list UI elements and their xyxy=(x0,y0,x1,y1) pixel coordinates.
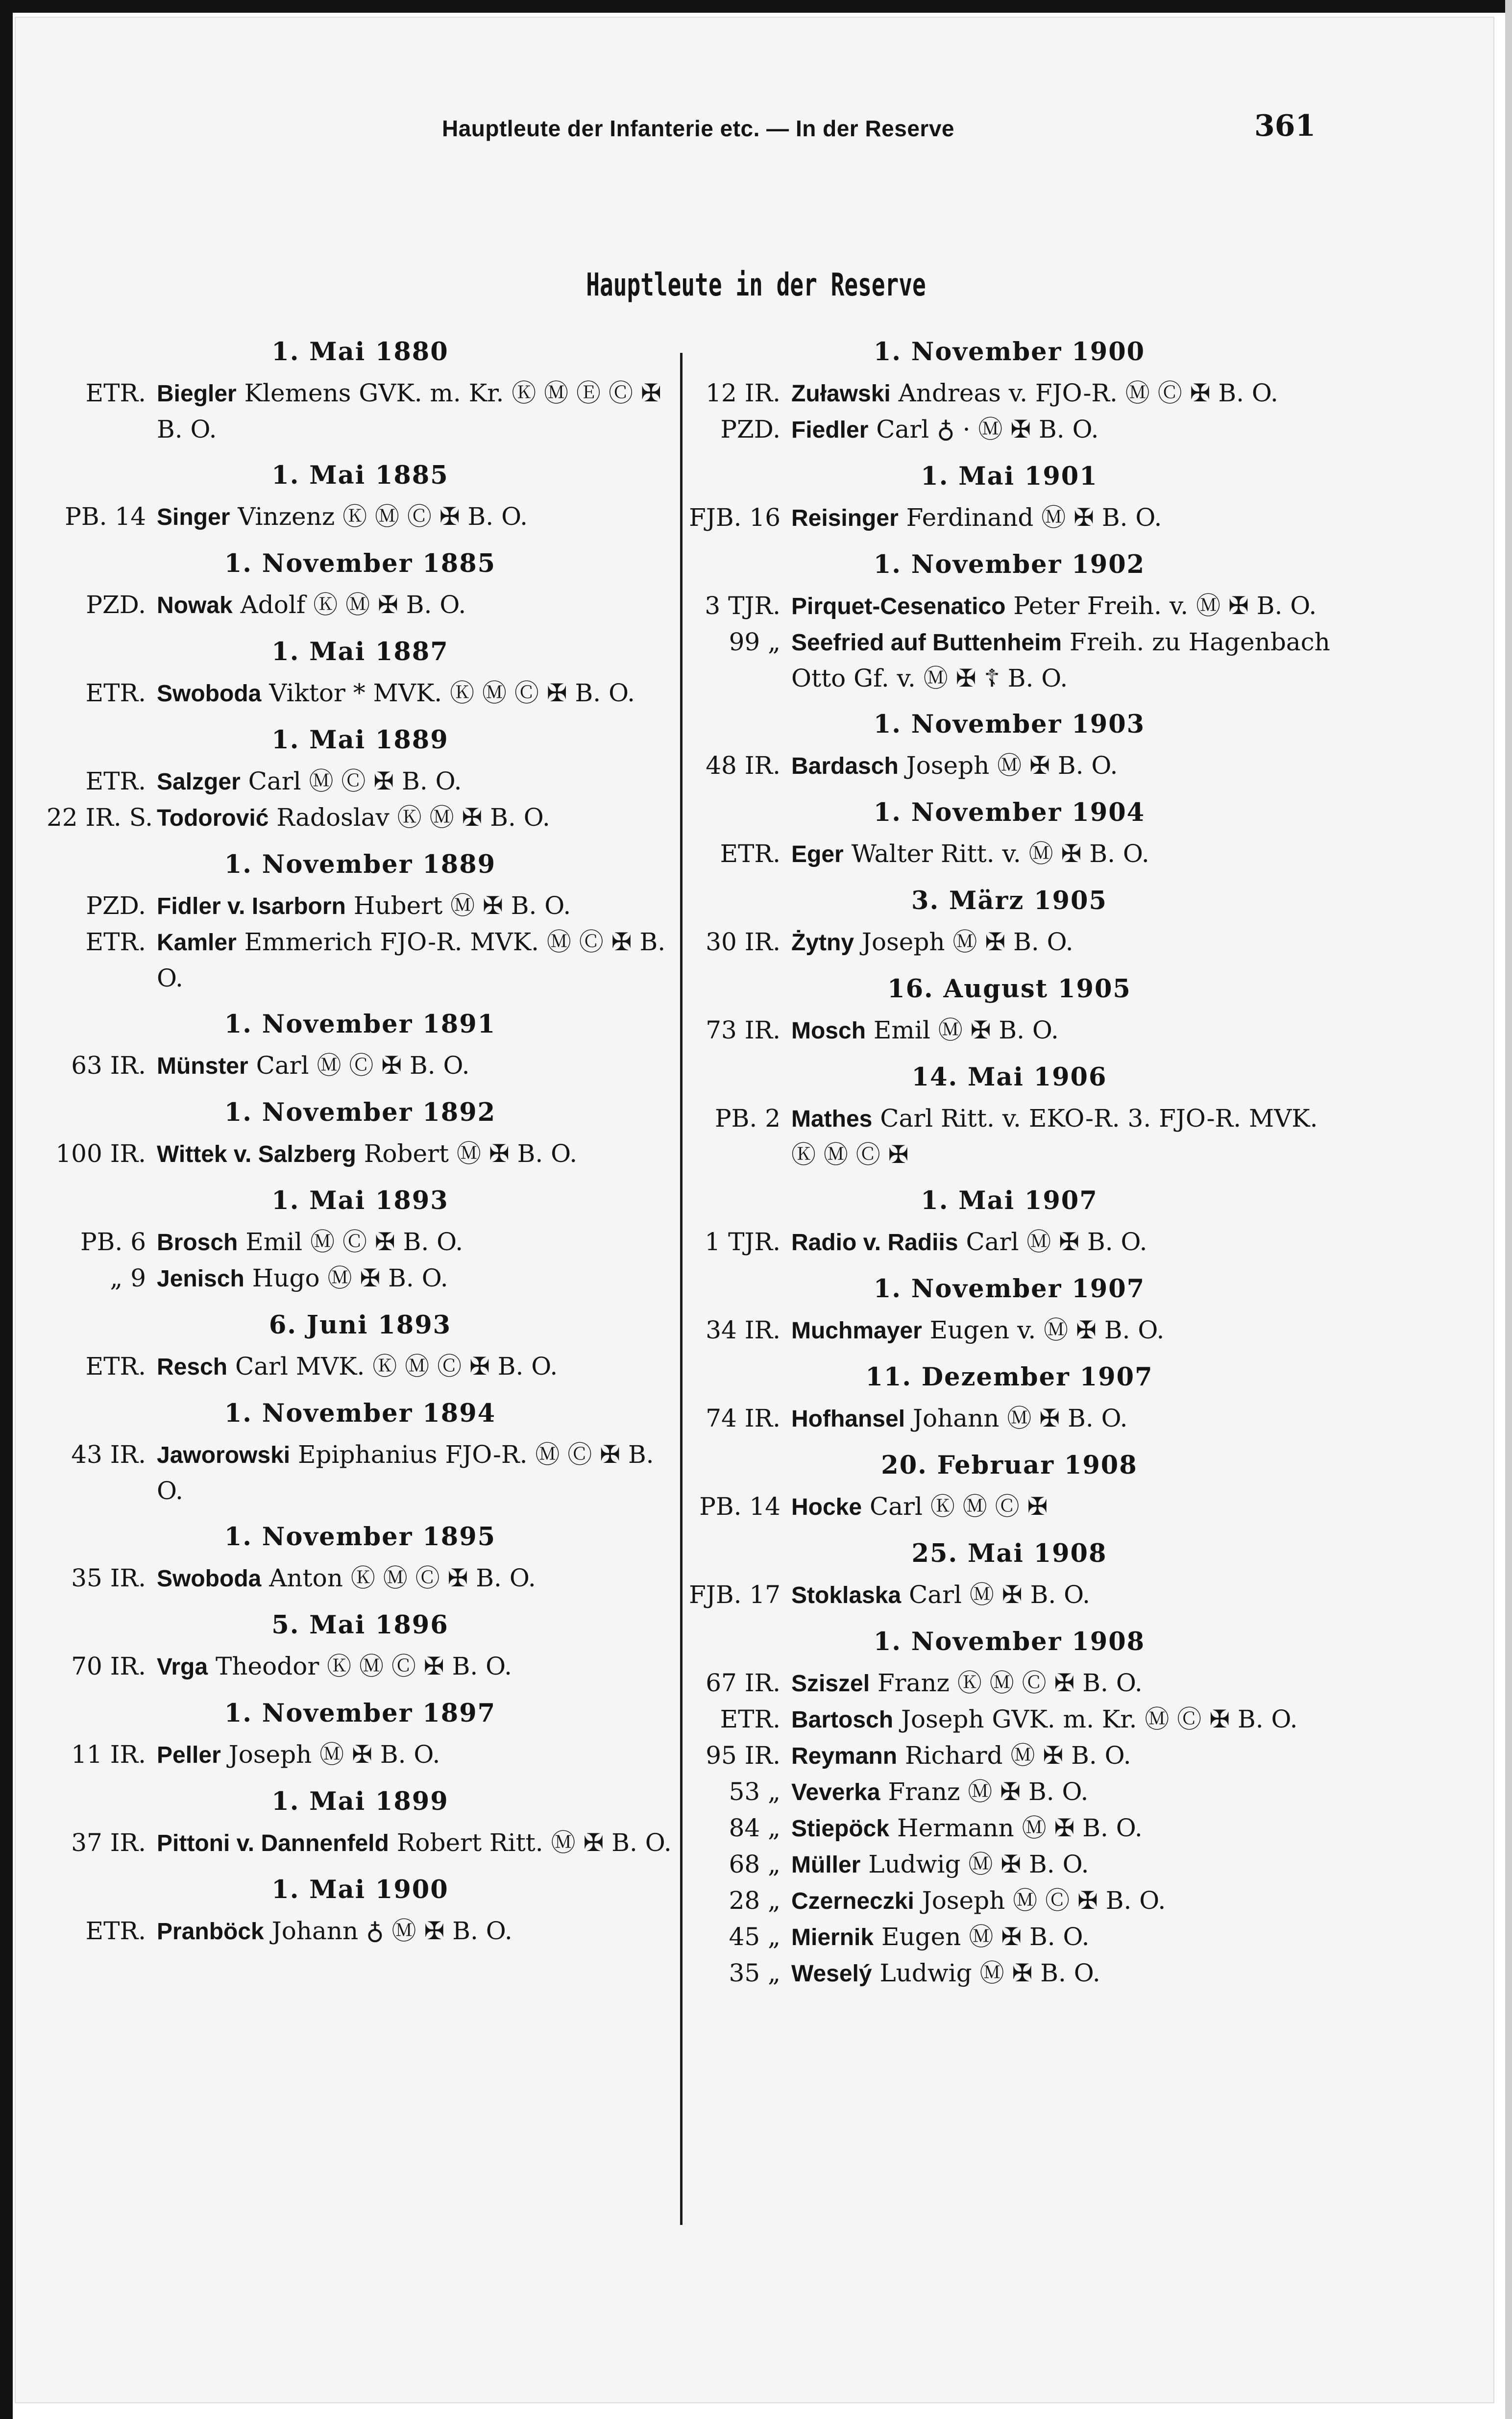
unit-label: PZD. xyxy=(86,891,146,920)
officer-details: Radoslav Ⓚ Ⓜ ✠ B. O. xyxy=(276,803,550,832)
entry-text xyxy=(157,800,674,836)
officer-details: Carl Ritt. v. EKO-R. 3. FJO-R. MVK. Ⓚ Ⓜ Ⓒ ✠ xyxy=(791,1104,1318,1169)
entry-text xyxy=(157,1825,674,1861)
entry-text xyxy=(791,1810,1333,1847)
scan-edge-right xyxy=(1505,0,1512,2419)
officer-entry xyxy=(47,888,674,924)
date-heading: 14. Mai 1906 xyxy=(911,1062,1107,1092)
officer-entry xyxy=(686,1919,1333,1955)
officer-surname: Nowak xyxy=(157,592,233,618)
officer-details: Robert Ⓜ ✠ B. O. xyxy=(364,1139,578,1168)
date-heading: 1. Mai 1885 xyxy=(271,461,449,490)
unit-label: 30 IR. xyxy=(706,928,780,956)
officer-details: Walter Ritt. v. Ⓜ ✠ B. O. xyxy=(851,839,1149,868)
officer-details: Klemens GVK. m. Kr. Ⓚ Ⓜ Ⓔ Ⓒ ✠ B. O. xyxy=(157,379,661,444)
entry-text xyxy=(157,1913,674,1950)
officer-details: Ferdinand Ⓜ ✠ B. O. xyxy=(906,503,1162,532)
unit-label: FJB. 17 xyxy=(689,1580,780,1609)
entry-text xyxy=(791,1919,1333,1955)
officer-surname: Pranböck xyxy=(157,1919,264,1945)
officer-details: Joseph Ⓜ ✠ B. O. xyxy=(228,1740,440,1769)
officer-details: Carl Ⓚ Ⓜ Ⓒ ✠ xyxy=(869,1492,1048,1521)
unit-label: 70 IR. xyxy=(71,1652,146,1680)
officer-entry xyxy=(686,1224,1333,1260)
date-section xyxy=(47,725,674,836)
date-heading: 6. Juni 1893 xyxy=(268,1310,452,1340)
date-section xyxy=(686,974,1333,1049)
entry-text xyxy=(157,1560,674,1597)
officer-details: Robert Ritt. Ⓜ ✠ B. O. xyxy=(396,1828,672,1857)
officer-details: Hugo Ⓜ ✠ B. O. xyxy=(252,1264,448,1292)
unit-label: ETR. xyxy=(85,679,146,707)
officer-entry xyxy=(47,1649,674,1685)
unit-label: 95 IR. xyxy=(706,1741,780,1770)
officer-surname: Sziszel xyxy=(791,1671,870,1697)
left-column xyxy=(47,323,674,1957)
officer-details: Adolf Ⓚ Ⓜ ✠ B. O. xyxy=(240,591,466,619)
unit-label: 53 „ xyxy=(729,1777,780,1806)
entry-text xyxy=(791,412,1333,448)
entry-text xyxy=(791,588,1333,624)
officer-surname: Swoboda xyxy=(157,1566,262,1592)
entry-text xyxy=(157,764,674,800)
officer-entry xyxy=(686,1847,1333,1883)
unit-label: 35 „ xyxy=(729,1959,780,1987)
officer-surname: Reymann xyxy=(791,1743,898,1769)
unit-label: 48 IR. xyxy=(706,751,780,780)
entry-text xyxy=(157,1224,674,1260)
officer-surname: Biegler xyxy=(157,381,237,407)
officer-details: Carl ♁ · Ⓜ ✠ B. O. xyxy=(876,415,1099,444)
date-heading: 1. Mai 1889 xyxy=(271,725,449,755)
officer-surname: Peller xyxy=(157,1742,221,1768)
date-heading: 1. November 1903 xyxy=(873,710,1146,739)
officer-surname: Mathes xyxy=(791,1106,873,1132)
entry-text xyxy=(791,1312,1333,1349)
officer-entry xyxy=(47,375,674,447)
officer-entry xyxy=(47,1048,674,1084)
officer-details: Joseph Ⓜ Ⓒ ✠ B. O. xyxy=(922,1886,1166,1915)
officer-details: Emmerich FJO-R. MVK. Ⓜ Ⓒ ✠ B. O. xyxy=(157,928,666,992)
officer-surname: Resch xyxy=(157,1354,228,1380)
unit-label: 22 IR. S. xyxy=(47,803,153,832)
entry-text xyxy=(157,587,674,623)
date-heading: 1. November 1902 xyxy=(873,550,1146,579)
date-heading: 1. November 1885 xyxy=(224,549,496,578)
officer-entry xyxy=(686,924,1333,961)
officer-surname: Fidler v. Isarborn xyxy=(157,893,346,919)
unit-label: 12 IR. xyxy=(706,379,780,407)
entry-text xyxy=(157,1437,674,1508)
entry-text xyxy=(157,1048,674,1084)
officer-surname: Stoklaska xyxy=(791,1582,902,1608)
officer-entry xyxy=(47,1136,674,1172)
officer-entry xyxy=(686,1312,1333,1349)
officer-entry xyxy=(686,1012,1333,1049)
date-section xyxy=(686,1062,1333,1172)
officer-surname: Mosch xyxy=(791,1018,866,1044)
entry-text xyxy=(791,1224,1333,1260)
date-heading: 1. Mai 1893 xyxy=(271,1186,449,1215)
date-section xyxy=(686,1451,1333,1525)
unit-label: PB. 14 xyxy=(699,1492,780,1521)
officer-surname: Radio v. Radiis xyxy=(791,1230,958,1256)
date-heading: 1. November 1908 xyxy=(873,1627,1146,1656)
date-section xyxy=(47,1098,674,1172)
scan-edge-top xyxy=(0,0,1512,13)
officer-entry xyxy=(686,1810,1333,1847)
officer-details: Theodor Ⓚ Ⓜ Ⓒ ✠ B. O. xyxy=(215,1652,512,1680)
date-heading: 1. November 1900 xyxy=(873,337,1146,367)
date-heading: 1. November 1892 xyxy=(224,1098,496,1127)
officer-details: Carl Ⓜ Ⓒ ✠ B. O. xyxy=(248,767,462,795)
officer-details: Vinzenz Ⓚ Ⓜ Ⓒ ✠ B. O. xyxy=(238,502,528,531)
running-head: Hauptleute der Infanterie etc. — In der Reserve xyxy=(441,116,955,141)
unit-label: ETR. xyxy=(720,839,780,868)
date-heading: 1. November 1895 xyxy=(224,1522,496,1552)
unit-label: „ 9 xyxy=(110,1264,146,1292)
officer-surname: Weselý xyxy=(791,1961,872,1987)
unit-label: FJB. 16 xyxy=(689,503,780,532)
officer-details: Carl MVK. Ⓚ Ⓜ Ⓒ ✠ B. O. xyxy=(235,1352,558,1381)
date-section xyxy=(686,710,1333,784)
officer-entry xyxy=(686,1774,1333,1810)
date-heading: 1. Mai 1880 xyxy=(271,337,449,367)
officer-entry xyxy=(47,587,674,623)
entry-text xyxy=(791,924,1333,961)
officer-surname: Jaworowski xyxy=(157,1442,291,1468)
officer-details: Hubert Ⓜ ✠ B. O. xyxy=(353,891,571,920)
officer-details: Anton Ⓚ Ⓜ Ⓒ ✠ B. O. xyxy=(269,1564,536,1592)
unit-label: 100 IR. xyxy=(55,1139,146,1168)
entry-text xyxy=(791,1101,1333,1172)
officer-surname: Reisinger xyxy=(791,505,899,531)
officer-surname: Veverka xyxy=(791,1779,880,1805)
officer-details: Richard Ⓜ ✠ B. O. xyxy=(904,1741,1131,1770)
unit-label: 63 IR. xyxy=(71,1051,146,1080)
unit-label: 73 IR. xyxy=(706,1016,780,1044)
officer-details: Freih. zu Hagenbach Otto Gf. v. Ⓜ ✠ ☦ B. O. xyxy=(791,628,1330,692)
entry-text xyxy=(791,1847,1333,1883)
officer-surname: Münster xyxy=(157,1053,248,1079)
date-heading: 11. Dezember 1907 xyxy=(865,1362,1153,1392)
entry-text xyxy=(791,624,1333,696)
entry-text xyxy=(791,836,1333,872)
officer-surname: Bardasch xyxy=(791,753,899,779)
officer-entry xyxy=(686,1101,1333,1172)
officer-surname: Wittek v. Salzberg xyxy=(157,1141,356,1167)
date-heading: 1. Mai 1901 xyxy=(921,462,1098,491)
date-section xyxy=(47,1610,674,1685)
officer-details: Franz Ⓜ ✠ B. O. xyxy=(888,1777,1089,1806)
entry-text xyxy=(157,924,674,996)
unit-label: 67 IR. xyxy=(706,1669,780,1697)
unit-label: 37 IR. xyxy=(71,1828,146,1857)
officer-details: Eugen v. Ⓜ ✠ B. O. xyxy=(929,1316,1165,1344)
entry-text xyxy=(791,1738,1333,1774)
officer-details: Ludwig Ⓜ ✠ B. O. xyxy=(868,1850,1089,1878)
officer-details: Eugen Ⓜ ✠ B. O. xyxy=(881,1923,1090,1951)
entry-text xyxy=(791,1012,1333,1049)
entry-text xyxy=(791,1702,1333,1738)
entry-text xyxy=(791,1401,1333,1437)
officer-surname: Kamler xyxy=(157,930,237,956)
officer-surname: Stiepöck xyxy=(791,1816,890,1842)
unit-label: PZD. xyxy=(86,591,146,619)
entry-text xyxy=(791,1774,1333,1810)
officer-details: Joseph Ⓜ ✠ B. O. xyxy=(906,751,1118,780)
entry-text xyxy=(157,888,674,924)
officer-entry xyxy=(47,1560,674,1597)
officer-entry xyxy=(686,412,1333,448)
date-section xyxy=(686,337,1333,448)
unit-label: PB. 6 xyxy=(80,1228,146,1256)
date-heading: 1. November 1894 xyxy=(224,1399,496,1428)
date-heading: 25. Mai 1908 xyxy=(911,1539,1107,1568)
unit-label: 68 „ xyxy=(729,1850,780,1878)
date-heading: 1. Mai 1887 xyxy=(271,637,449,666)
date-section xyxy=(47,1399,674,1508)
unit-label: ETR. xyxy=(720,1705,780,1733)
officer-details: Epiphanius FJO-R. Ⓜ Ⓒ ✠ B. O. xyxy=(157,1440,654,1505)
officer-entry xyxy=(47,800,674,836)
date-section xyxy=(686,1186,1333,1260)
unit-label: 43 IR. xyxy=(71,1440,146,1469)
officer-surname: Todorović xyxy=(157,805,269,831)
entry-text xyxy=(791,1489,1333,1525)
officer-surname: Miernik xyxy=(791,1925,874,1950)
officer-entry xyxy=(686,1702,1333,1738)
officer-details: Johann Ⓜ ✠ B. O. xyxy=(912,1404,1128,1432)
date-section xyxy=(47,549,674,623)
officer-entry xyxy=(47,1260,674,1297)
officer-surname: Hofhansel xyxy=(791,1406,905,1432)
unit-label: ETR. xyxy=(85,1917,146,1945)
unit-label: ETR. xyxy=(85,379,146,407)
officer-details: Carl Ⓜ ✠ B. O. xyxy=(909,1580,1091,1609)
date-section xyxy=(686,1274,1333,1349)
date-section xyxy=(686,886,1333,961)
date-section xyxy=(686,1627,1333,1992)
unit-label: 35 IR. xyxy=(71,1564,146,1592)
entry-text xyxy=(157,675,674,712)
officer-surname: Singer xyxy=(157,504,230,530)
entry-text xyxy=(791,1577,1333,1613)
date-heading: 1. November 1891 xyxy=(224,1010,496,1039)
officer-details: Hermann Ⓜ ✠ B. O. xyxy=(897,1814,1143,1842)
officer-surname: Vrga xyxy=(157,1654,208,1680)
officer-entry xyxy=(686,588,1333,624)
officer-details: Andreas v. FJO-R. Ⓜ Ⓒ ✠ B. O. xyxy=(898,379,1278,407)
officer-details: Carl Ⓜ Ⓒ ✠ B. O. xyxy=(256,1051,470,1080)
unit-label: 34 IR. xyxy=(706,1316,780,1344)
officer-surname: Fiedler xyxy=(791,417,869,443)
officer-entry xyxy=(47,1349,674,1385)
officer-surname: Bartosch xyxy=(791,1707,894,1733)
officer-entry xyxy=(47,499,674,535)
officer-entry xyxy=(686,624,1333,696)
unit-label: 99 „ xyxy=(729,628,780,656)
officer-entry xyxy=(686,1577,1333,1613)
date-section xyxy=(47,1875,674,1950)
unit-label: 11 IR. xyxy=(71,1740,146,1769)
unit-label: 84 „ xyxy=(729,1814,780,1842)
unit-label: 3 TJR. xyxy=(705,592,780,620)
unit-label: 45 „ xyxy=(729,1923,780,1951)
officer-details: Joseph Ⓜ ✠ B. O. xyxy=(861,928,1073,956)
entry-text xyxy=(791,1883,1333,1919)
date-section xyxy=(686,1362,1333,1437)
officer-entry xyxy=(686,1738,1333,1774)
scan-edge-left xyxy=(0,0,13,2419)
date-heading: 1. November 1907 xyxy=(873,1274,1146,1304)
officer-entry xyxy=(686,836,1333,872)
entry-text xyxy=(791,748,1333,784)
entry-text xyxy=(791,375,1333,412)
date-heading: 20. Februar 1908 xyxy=(881,1451,1138,1480)
entry-text xyxy=(791,1665,1333,1702)
officer-surname: Pittoni v. Dannenfeld xyxy=(157,1830,389,1856)
officer-entry xyxy=(47,764,674,800)
officer-surname: Jenisch xyxy=(157,1266,244,1292)
date-section xyxy=(47,1522,674,1597)
entry-text xyxy=(157,1737,674,1773)
officer-details: Viktor * MVK. Ⓚ Ⓜ Ⓒ ✠ B. O. xyxy=(269,679,635,707)
entry-text xyxy=(791,500,1333,536)
entry-text xyxy=(157,375,674,447)
unit-label: PZD. xyxy=(720,415,780,444)
date-heading: 5. Mai 1896 xyxy=(271,1610,449,1640)
date-section xyxy=(47,850,674,996)
officer-details: Ludwig Ⓜ ✠ B. O. xyxy=(879,1959,1100,1987)
officer-entry xyxy=(47,675,674,712)
officer-entry xyxy=(686,1489,1333,1525)
officer-details: Johann ♁ Ⓜ ✠ B. O. xyxy=(271,1917,512,1945)
unit-label: 74 IR. xyxy=(706,1404,780,1432)
officer-details: Peter Freih. v. Ⓜ ✠ B. O. xyxy=(1013,592,1317,620)
officer-surname: Zuławski xyxy=(791,381,891,407)
officer-details: Emil Ⓜ ✠ B. O. xyxy=(873,1016,1059,1044)
date-section xyxy=(686,798,1333,872)
officer-entry xyxy=(686,1955,1333,1992)
unit-label: PB. 2 xyxy=(715,1104,780,1133)
officer-entry xyxy=(686,1665,1333,1702)
officer-entry xyxy=(686,1401,1333,1437)
officer-surname: Muchmayer xyxy=(791,1318,922,1344)
officer-entry xyxy=(47,1825,674,1861)
date-heading: 1. November 1889 xyxy=(224,850,496,879)
officer-surname: Müller xyxy=(791,1852,861,1878)
officer-entry xyxy=(47,924,674,996)
officer-details: Emil Ⓜ Ⓒ ✠ B. O. xyxy=(245,1228,463,1256)
entry-text xyxy=(157,1649,674,1685)
date-section xyxy=(47,1699,674,1773)
officer-surname: Swoboda xyxy=(157,681,262,707)
date-heading: 3. März 1905 xyxy=(911,886,1108,915)
entry-text xyxy=(157,1136,674,1172)
officer-details: Joseph GVK. m. Kr. Ⓜ Ⓒ ✠ B. O. xyxy=(901,1705,1298,1733)
officer-surname: Brosch xyxy=(157,1230,238,1256)
officer-entry xyxy=(686,500,1333,536)
date-section xyxy=(47,637,674,712)
date-section xyxy=(47,337,674,447)
officer-details: Franz Ⓚ Ⓜ Ⓒ ✠ B. O. xyxy=(877,1669,1143,1697)
date-section xyxy=(47,1186,674,1297)
date-heading: 1. November 1897 xyxy=(224,1699,496,1728)
officer-entry xyxy=(47,1437,674,1508)
unit-label: ETR. xyxy=(85,928,146,956)
date-section xyxy=(47,1787,674,1861)
date-heading: 16. August 1905 xyxy=(887,974,1131,1004)
unit-label: ETR. xyxy=(85,767,146,795)
date-heading: 1. November 1904 xyxy=(873,798,1146,827)
entry-text xyxy=(157,499,674,535)
date-section xyxy=(686,550,1333,696)
date-heading: 1. Mai 1907 xyxy=(921,1186,1098,1215)
officer-surname: Seefried auf Buttenheim xyxy=(791,630,1062,656)
officer-surname: Żytny xyxy=(791,930,854,956)
officer-entry xyxy=(686,748,1333,784)
unit-label: PB. 14 xyxy=(65,502,146,531)
unit-label: 1 TJR. xyxy=(705,1228,780,1256)
date-heading: 1. Mai 1900 xyxy=(271,1875,449,1904)
date-section xyxy=(47,461,674,535)
page-number: 361 xyxy=(1254,109,1316,143)
entry-text xyxy=(791,1955,1333,1992)
entry-text xyxy=(157,1349,674,1385)
unit-label: 28 „ xyxy=(729,1886,780,1915)
officer-entry xyxy=(47,1737,674,1773)
officer-entry xyxy=(686,375,1333,412)
date-section xyxy=(686,1539,1333,1613)
column-divider xyxy=(680,353,683,2225)
date-section xyxy=(47,1010,674,1084)
officer-details: Carl Ⓜ ✠ B. O. xyxy=(966,1228,1147,1256)
entry-text xyxy=(157,1260,674,1297)
officer-surname: Czerneczki xyxy=(791,1888,914,1914)
officer-entry xyxy=(47,1913,674,1950)
officer-entry xyxy=(686,1883,1333,1919)
officer-surname: Pirquet-Cesenatico xyxy=(791,593,1006,619)
page-title: Hauptleute in der Reserve xyxy=(586,267,926,303)
officer-entry xyxy=(47,1224,674,1260)
date-section xyxy=(47,1310,674,1385)
date-section xyxy=(686,462,1333,536)
date-heading: 1. Mai 1899 xyxy=(271,1787,449,1816)
unit-label: ETR. xyxy=(85,1352,146,1381)
officer-surname: Hocke xyxy=(791,1494,862,1520)
officer-surname: Eger xyxy=(791,841,844,867)
officer-surname: Salzger xyxy=(157,769,241,795)
right-column xyxy=(686,323,1333,1999)
